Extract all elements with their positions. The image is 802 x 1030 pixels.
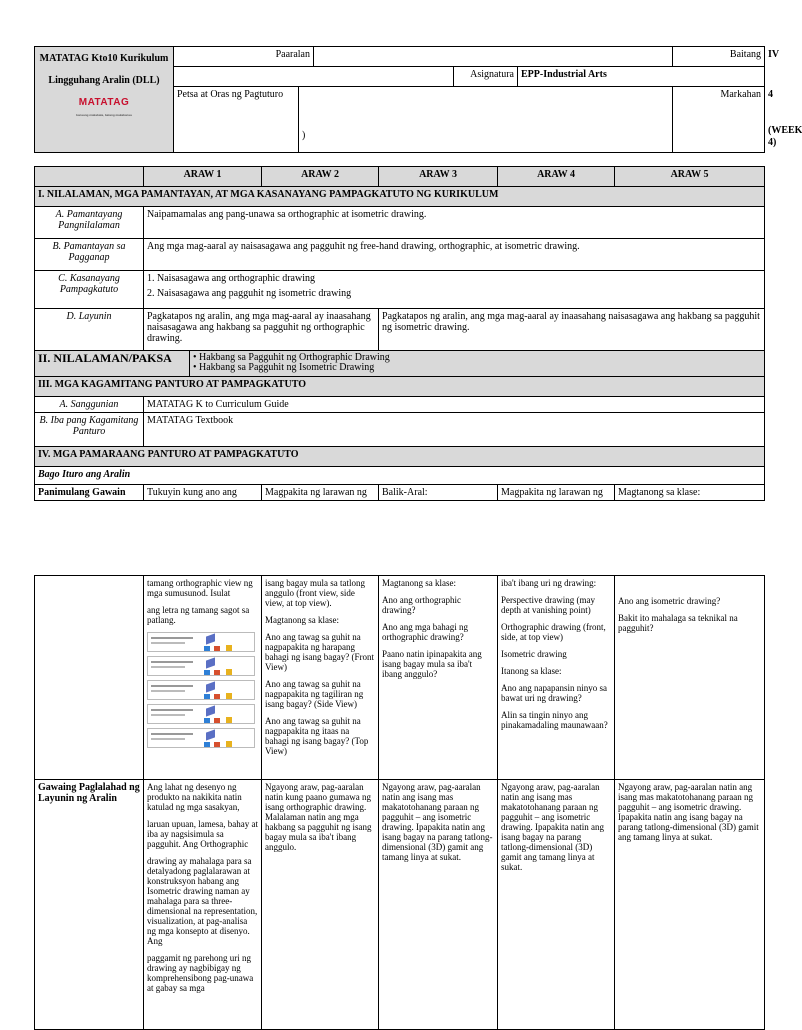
cont-text: Magtanong sa klase: [382, 578, 456, 588]
cont-text: Ano ang mga bahagi ng orthographic drawing? [382, 622, 468, 642]
exercise-image [147, 632, 255, 652]
section1-title: I. NILALAMAN, MGA PAMANTAYAN, AT MGA KASANAYANG PAMPAGKATUTO NG KURIKULUM [35, 187, 765, 207]
gawain-cell-day5 [615, 780, 765, 1030]
gawain-cell-day4 [498, 780, 615, 1030]
exercise-image [147, 704, 255, 724]
section3-a-label: A. Sanggunian [35, 397, 144, 413]
section1-d-text1: Pagkatapos ng aralin, ang mga mag-aaral ay inaasahang naisasagawa ang hakbang sa pagguhit ng orthographic drawing. [144, 309, 379, 351]
cont-text: Ano ang napapansin ninyo sa bawat uri ng drawing? [501, 683, 607, 703]
asignatura-value: EPP-Industrial Arts [518, 67, 765, 87]
section3-a-text: MATATAG K to Curriculum Guide [144, 397, 765, 413]
exercise-image [147, 680, 255, 700]
cont-text: ang letra ng tamang sagot sa patlang. [147, 605, 250, 625]
cont-text: Magtanong sa klase: [265, 615, 339, 625]
baitang-label: Baitang [673, 47, 765, 67]
cont-text: isang bagay mula sa tatlong anggulo (front view, side view, at top view). [265, 578, 365, 608]
panimula-cell: Balik-Aral: [379, 485, 498, 501]
petsa-value: ) [299, 87, 673, 153]
cont-text: Ano ang orthographic drawing? [382, 595, 461, 615]
cont-text: Orthographic drawing (front, side, at top view) [501, 622, 606, 642]
cont-text: Isometric drawing [501, 649, 567, 659]
cont-text: Ano ang tawag sa guhit na nagpapakita ng harapang bahagi ng isang bagay? (Front View) [265, 632, 374, 672]
gawain-cell-day3 [379, 780, 498, 1030]
lesson-table [34, 166, 765, 501]
day-header: ARAW 1 [144, 167, 262, 187]
title-cell [35, 47, 174, 153]
section2-items [190, 351, 765, 377]
cont-text: Ano ang tawag sa guhit na nagpapakita ng tagiliran ng isang bagay? (Side View) [265, 679, 364, 709]
cont-text: Alin sa tingin ninyo ang pinakamadaling maunawaan? [501, 710, 608, 730]
cont-text: tamang orthographic view ng mga sumusunod. Isulat [147, 578, 253, 598]
paaralan-label: Paaralan [174, 47, 314, 67]
panimula-cell: Magpakita ng larawan ng [498, 485, 615, 501]
cont-text: Ano ang tawag sa guhit na nagpapakita ng itaas na bahagi ng isang bagay? (Top View) [265, 716, 369, 756]
plan-subtitle: Lingguhang Aralin (DLL) [48, 75, 160, 86]
section1-b-text: Ang mga mag-aaral ay naisasagawa ang pagguhit ng free-hand drawing, orthographic, at isometric drawing. [144, 239, 765, 271]
c-item: 2. Naisasagawa ang pagguhit ng isometric drawing [147, 288, 352, 299]
asignatura-label: Asignatura [454, 67, 518, 87]
cont-cell-day1 [144, 576, 262, 780]
gawain-text: Ngayong araw, pag-aaralan natin ang isang mas makatotohanang paraan ng pagguhit – ang isometric drawing. Ipapakita natin ang isang bagay na parang tatlong-dimensional (3D) gamit ang tamang linya at sukat. [618, 782, 759, 842]
section1-b-label: B. Pamantayan sa Pagganap [35, 239, 144, 271]
gawain-text: Ngayong araw, pag-aaralan natin kung paano gumawa ng isang orthographic drawing. Malalaman natin ang mga hakbang sa pagguhit ng isang bagay mula sa iba't ibang anggulo. [265, 782, 372, 852]
c-item: 1. Naisasagawa ang orthographic drawing [147, 273, 315, 284]
logo-tagline: bansang makabata, batang makabansa [76, 113, 132, 117]
section1-d-label: D. Layunin [35, 309, 144, 351]
section4-subtitle: Bago Ituro ang Aralin [35, 467, 765, 485]
section2-title: II. NILALAMAN/PAKSA [35, 351, 190, 377]
paaralan-value [314, 47, 673, 67]
day-header: ARAW 2 [262, 167, 379, 187]
gawain-text: paggamit ng parehong uri ng drawing ay nagbibigay ng komprehensibong pag-unawa at gabay sa mga [147, 953, 254, 993]
cont-cell-day4 [498, 576, 615, 780]
cont-text: Perspective drawing (may depth at vanishing point) [501, 595, 595, 615]
section3-b-text: MATATAG Textbook [144, 413, 765, 447]
panimula-cell: Magpakita ng larawan ng [262, 485, 379, 501]
cont-text: Bakit ito mahalaga sa teknikal na pagguhit? [618, 613, 738, 633]
gawain-text: Ang lahat ng desenyo ng produkto na nakikita natin katulad ng mga sasakyan, [147, 782, 242, 812]
lesson-table-continued [34, 575, 765, 1030]
section3-title: III. MGA KAGAMITANG PANTURO AT PAMPAGKATUTO [35, 377, 765, 397]
cont-cell-day3 [379, 576, 498, 780]
gawain-text: Ngayong araw, pag-aaralan natin ang isang mas makatotohanang paraan ng pagguhit – ang isometric drawing. Ipapakita natin ang isang bagay na parang tatlong-dimensional (3D) gamit ang tamang linya at sukat. [382, 782, 493, 862]
panimula-label: Panimulang Gawain [35, 485, 144, 501]
section1-c-cell [144, 271, 765, 309]
day-header: ARAW 4 [498, 167, 615, 187]
cont-text: Itanong sa klase: [501, 666, 562, 676]
section1-d-text2: Pagkatapos ng aralin, ang mga mag-aaral ay inaasahang naisasagawa ang hakbang sa pagguhit ng isometric drawing. [379, 309, 765, 351]
gawain-text: drawing ay mahalaga para sa detalyadong paglalarawan at konstruksyon habang ang Isometric drawing naman ay mahalaga para sa three-dimensional na representation, visualization, at pag-analisa ng mga konsepto at disenyo. Ang [147, 856, 258, 946]
gawain-cell-day2 [262, 780, 379, 1030]
gawain-text: laruan upuan, lamesa, bahay at iba ay nagsisimula sa pagguhit. Ang Orthographic [147, 819, 258, 849]
exercise-image [147, 728, 255, 748]
day-header: ARAW 3 [379, 167, 498, 187]
day-header: ARAW 5 [615, 167, 765, 187]
gawain-text: Ngayong araw, pag-aaralan natin ang isang mas makatotohanang paraan ng pagguhit – ang isometric drawing. Ipapakita natin ang isang bagay na parang tatlong-dimensional (3D) gamit ang tamang linya at sukat. [501, 782, 604, 872]
header-table: MATATAG Kto10 Kurikulum Lingguhang Aralin (DLL) MATATAG bansang makabata, batang makabansa Paaralan Baitang IV Asignatura EPP-Industrial Arts Petsa at Oras ng Pagtuturo ) Markahan 4 (WEEK 4) [34, 46, 765, 153]
cont-text: Ano ang isometric drawing? [618, 596, 721, 606]
petsa-label: Petsa at Oras ng Pagtuturo [174, 87, 299, 153]
cont-cell-day5 [615, 576, 765, 780]
cont-text: Paano natin ipinapakita ang isang bagay mula sa iba't ibang anggulo? [382, 649, 482, 679]
section3-b-label: B. Iba pang Kagamitang Panturo [35, 413, 144, 447]
panimula-cell: Tukuyin kung ano ang [144, 485, 262, 501]
cont-text: iba't ibang uri ng drawing: [501, 578, 597, 588]
section1-a-label: A. Pamantayang Pangnilalaman [35, 207, 144, 239]
markahan-label: Markahan [673, 87, 765, 153]
cont-cell-day2 [262, 576, 379, 780]
gawain-label: Gawaing Paglalahad ng Layunin ng Aralin [35, 780, 144, 1030]
gawain-cell-day1 [144, 780, 262, 1030]
section1-c-label: C. Kasanayang Pampagkatuto [35, 271, 144, 309]
exercise-image [147, 656, 255, 676]
section4-title: IV. MGA PAMARAANG PANTURO AT PAMPAGKATUTO [35, 447, 765, 467]
section1-a-text: Naipamamalas ang pang-unawa sa orthographic at isometric drawing. [144, 207, 765, 239]
topic-item: • Hakbang sa Pagguhit ng Orthographic Drawing [193, 352, 390, 363]
plan-title: MATATAG Kto10 Kurikulum [39, 53, 169, 64]
topic-item: • Hakbang sa Pagguhit ng Isometric Drawing [193, 362, 375, 373]
matatag-logo [69, 97, 139, 119]
panimula-cell: Magtanong sa klase: [615, 485, 765, 501]
logo-text: MATATAG [78, 97, 130, 108]
